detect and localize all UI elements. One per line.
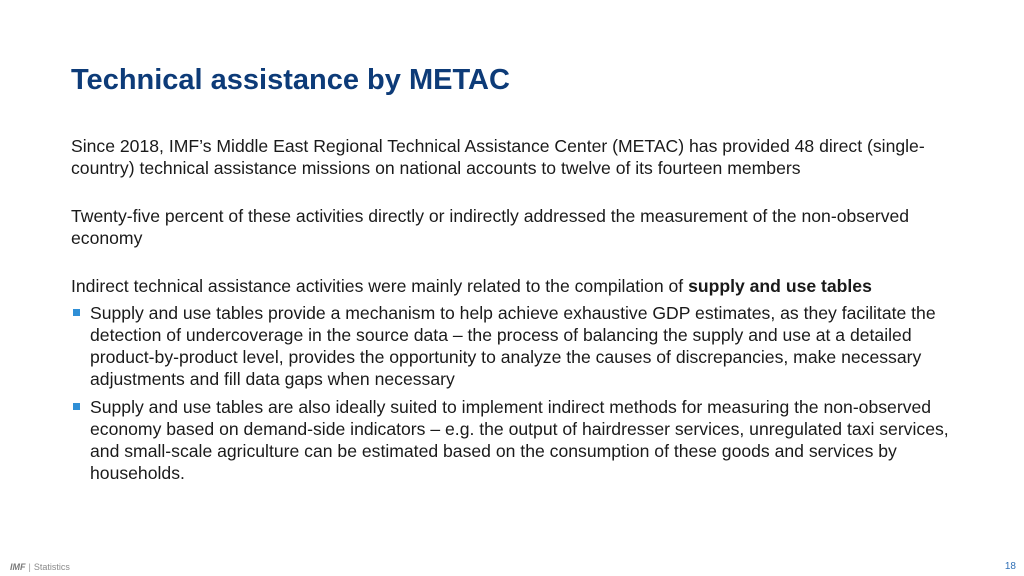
paragraph-indirect-activities xyxy=(71,275,966,297)
footer-brand xyxy=(10,561,70,573)
bullet-text: Supply and use tables provide a mechanism to help achieve exhaustive GDP estimates, as they facilitate the detection of undercoverage in the source data – the process of balancing the supply and use at a detailed product-by-product level, provides the opportunity to analyze the causes of discrepancies, make necessary adjustments and fill data gaps when necessary xyxy=(90,303,936,389)
page-number: 18 xyxy=(1004,561,1016,572)
supply-use-tables-emphasis: supply and use tables xyxy=(688,276,872,296)
imf-logo: IMF xyxy=(10,562,26,572)
bullet-text: Supply and use tables are also ideally suited to implement indirect methods for measuring the non-observed economy based on demand-side indicators – e.g. the output of hairdresser services, unregulated taxi services, and small-scale agriculture can be estimated based on the consumption of these goods and services by households. xyxy=(90,397,949,483)
square-bullet-icon xyxy=(73,309,80,316)
slide-title: Technical assistance by METAC xyxy=(71,64,510,96)
paragraph-non-observed-share: Twenty-five percent of these activities directly or indirectly addressed the measurement of the non-observed economy xyxy=(71,206,910,248)
bullet-list xyxy=(71,302,966,484)
square-bullet-icon xyxy=(73,403,80,410)
slide-body xyxy=(71,135,966,490)
list-item xyxy=(71,396,966,484)
footer-separator: | xyxy=(28,562,31,572)
paragraph-metac-missions: Since 2018, IMF’s Middle East Regional Technical Assistance Center (METAC) has provided 48 direct (single-country) technical assistance missions on national accounts to twelve of its fourteen members xyxy=(71,136,925,178)
list-item xyxy=(71,302,966,390)
indirect-intro-text: Indirect technical assistance activities were mainly related to the compilation of xyxy=(71,276,689,296)
footer-section-label: Statistics xyxy=(33,562,70,572)
